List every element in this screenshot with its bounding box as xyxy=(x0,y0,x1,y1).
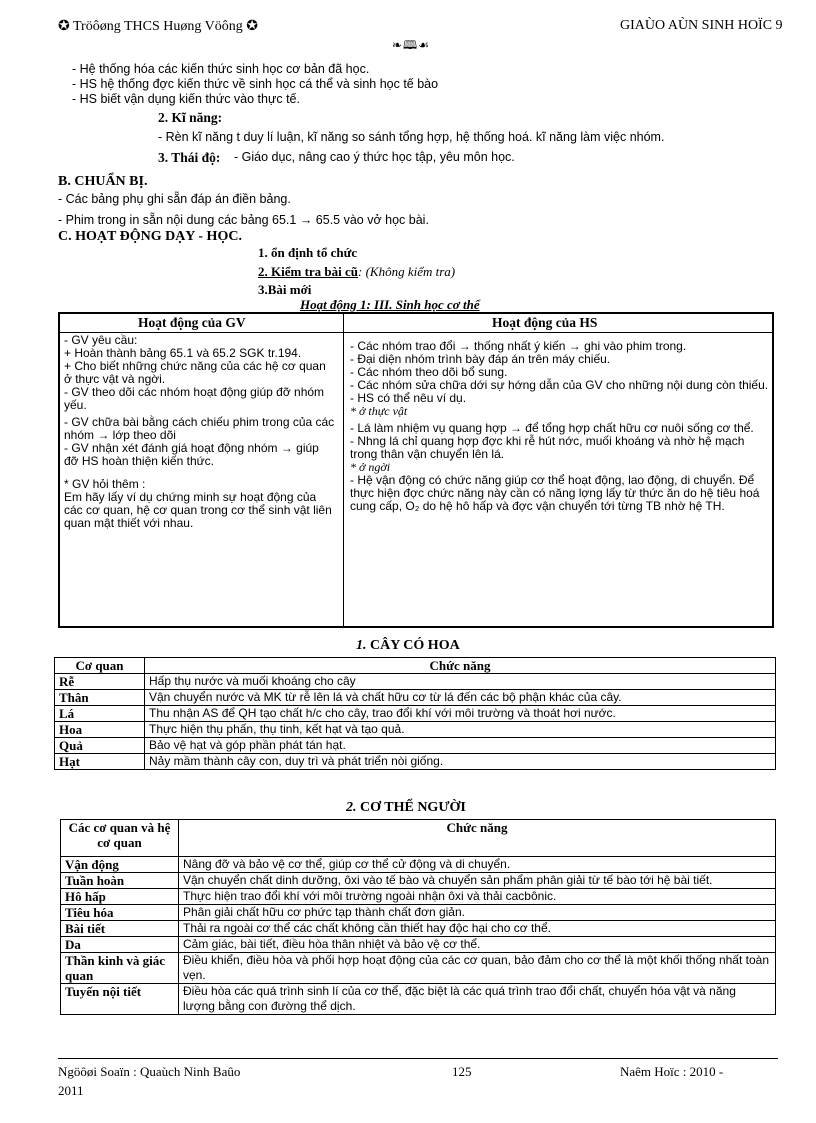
activity-table-divider xyxy=(343,314,344,626)
organ-cell: Rễ xyxy=(55,674,145,690)
organ-cell: Lá xyxy=(55,706,145,722)
function-cell: Thu nhận AS để QH tạo chất h/c cho cây, trao đổi khí với môi trường và thoát hơi nước. xyxy=(145,706,776,722)
human-table-name: CƠ THỂ NGƯỜI xyxy=(356,800,466,815)
footer-author: Ngöôøi Soaïn : Quaùch Ninh Baûo xyxy=(58,1064,241,1079)
human-table xyxy=(60,819,776,1015)
hs-line: - Các nhóm trao đổi → thống nhất ý kiến → ghi vào phim trong. xyxy=(350,339,687,353)
human-table-num: 2. xyxy=(346,800,357,815)
prepare-item: - Các bảng phụ ghi sẵn đáp án điền bảng. xyxy=(58,192,291,206)
organ-cell: Hô hấp xyxy=(61,889,179,905)
table-row xyxy=(55,674,776,690)
organ-cell: Bài tiết xyxy=(61,921,179,937)
table-row xyxy=(61,953,776,984)
step-1: 1. ổn định tổ chức xyxy=(258,245,358,260)
header-subject: GIAÙO AÙN SINH HOÏC 9 xyxy=(620,18,783,33)
organ-cell: Tuyến nội tiết xyxy=(61,984,179,1015)
knowledge-item: - HS biết vận dụng kiến thức vào thực tế. xyxy=(72,92,300,106)
table-row xyxy=(61,889,776,905)
attitude-title: 3. Thái độ: xyxy=(158,150,221,165)
organ-cell: Hạt xyxy=(55,754,145,770)
hs-line: * ở ngời xyxy=(350,460,391,474)
hs-line: - Đại diện nhóm trình bày đáp án trên máy chiếu. xyxy=(350,352,611,366)
function-cell: Phân giải chất hữu cơ phức tạp thành chất đơn giản. xyxy=(179,905,776,921)
gv-line: + Hoàn thành bảng 65.1 và 65.2 SGK tr.194. xyxy=(64,346,302,360)
plant-table-title xyxy=(356,638,460,654)
col-function: Chức năng xyxy=(179,820,776,857)
function-cell: Thực hiện thụ phấn, thụ tinh, kết hạt và tạo quả. xyxy=(145,722,776,738)
footer-page-number: 125 xyxy=(452,1064,472,1079)
function-cell: Nảy mầm thành cây con, duy trì và phát triển nòi giống. xyxy=(145,754,776,770)
hs-line: - Hệ vận động có chức năng giúp cơ thể hoạt động, lao động, di chuyển. Để thực hiện đợc chức năng này cần có năng lợng lấy từ thức ăn do hệ tiêu hoá cung cấp, O₂ do hệ hô hấp và đợc vận chuyển tới từng TB nhờ hệ TH. xyxy=(350,473,760,513)
organ-cell: Tiêu hóa xyxy=(61,905,179,921)
organ-cell: Thân xyxy=(55,690,145,706)
table-row xyxy=(55,690,776,706)
step-2-note: : (Không kiểm tra) xyxy=(358,264,456,279)
table-row xyxy=(55,722,776,738)
hs-line: - HS có thể nêu ví dụ. xyxy=(350,391,467,405)
organ-cell: Tuần hoàn xyxy=(61,873,179,889)
header-hs: Hoạt động của HS xyxy=(492,315,598,330)
function-cell: Điều hòa các quá trình sinh lí của cơ thể, đặc biệt là các quá trình trao đổi chất, chuyển hóa vật và năng lượng bằng con đường thể dịch. xyxy=(179,984,776,1015)
attitude-text: - Giáo dục, nâng cao ý thức học tập, yêu môn học. xyxy=(234,150,515,164)
table-row xyxy=(55,706,776,722)
plant-table-name: CÂY CÓ HOA xyxy=(366,638,460,653)
table-row xyxy=(61,984,776,1015)
step-3: 3.Bài mới xyxy=(258,282,312,297)
hs-line: - Các nhóm sửa chữa dới sự hớng dẫn của GV cho những nội dung còn thiếu. xyxy=(350,378,769,392)
organ-cell: Hoa xyxy=(55,722,145,738)
function-cell: Thải ra ngoài cơ thể các chất không cần thiết hay độc hại cho cơ thể. xyxy=(179,921,776,937)
gv-line: + Cho biết những chức năng của các hệ cơ quan ở thực vật và ngời. xyxy=(64,359,326,386)
gv-line: - GV theo dõi các nhóm hoạt động giúp đỡ nhóm yếu. xyxy=(64,385,325,412)
hs-line: - Lá làm nhiệm vụ quang hợp → để tổng hợp chất hữu cơ nuôi sống cơ thể. xyxy=(350,421,754,435)
organ-cell: Quả xyxy=(55,738,145,754)
plant-table-header xyxy=(55,658,776,674)
function-cell: Điều khiển, điều hòa và phối hợp hoạt động của các cơ quan, bảo đảm cho cơ thể là một khối thống nhất toàn vẹn. xyxy=(179,953,776,984)
table-row xyxy=(55,738,776,754)
footer-rule xyxy=(58,1058,778,1059)
footer-year: Naêm Hoïc : 2010 - xyxy=(620,1064,724,1079)
step-2-label: 2. Kiểm tra bài cũ xyxy=(258,264,359,279)
gv-line: Em hãy lấy ví dụ chứng minh sự hoạt động của các cơ quan, hệ cơ quan trong cơ thể sinh vật liên quan mật thiết với nhau. xyxy=(64,490,332,530)
step-2 xyxy=(258,264,455,279)
function-cell: Bảo vệ hạt và góp phần phát tán hạt. xyxy=(145,738,776,754)
header-gv: Hoạt động của GV xyxy=(138,315,246,330)
table-row xyxy=(61,905,776,921)
skills-text: - Rèn kĩ năng t duy lí luận, kĩ năng so sánh tổng hợp, hệ thống hoá. kĩ năng làm việc nhóm. xyxy=(158,130,665,144)
knowledge-item: - HS hệ thống đợc kiến thức về sinh học cá thể và sinh học tế bào xyxy=(72,77,439,91)
gv-line: - GV yêu cầu: xyxy=(64,333,138,347)
plant-table-num: 1. xyxy=(356,638,367,653)
knowledge-item: - Hệ thống hóa các kiến thức sinh học cơ bản đã học. xyxy=(72,62,370,76)
gv-line: - GV nhận xét đánh giá hoạt động nhóm → giúp đỡ HS hoàn thiện kiến thức. xyxy=(64,441,319,468)
human-table-title xyxy=(346,800,466,816)
gv-line: * GV hỏi thêm : xyxy=(64,477,146,491)
table-row xyxy=(55,754,776,770)
hs-column xyxy=(350,340,770,513)
skills-title: 2. Kĩ năng: xyxy=(158,110,223,125)
function-cell: Vận chuyển nước và MK từ rễ lên lá và chất hữu cơ từ lá đến các bộ phận khác của cây. xyxy=(145,690,776,706)
table-row xyxy=(61,857,776,873)
human-table-header xyxy=(61,820,776,857)
table-row xyxy=(61,921,776,937)
gv-line: - GV chữa bài bằng cách chiếu phim trong của các nhóm → lớp theo dõi xyxy=(64,415,335,442)
col-organ-system: Các cơ quan và hệ cơ quan xyxy=(61,820,179,857)
function-cell: Nâng đỡ và bảo vệ cơ thể, giúp cơ thể cử động và di chuyển. xyxy=(179,857,776,873)
prepare-item: - Phim trong in sẵn nội dung các bảng 65.1 → 65.5 vào vở học bài. xyxy=(58,213,429,227)
function-cell: Vận chuyển chất dinh dưỡng, ôxi vào tế bào và chuyển sản phẩm phân giải từ tế bào tới hệ bài tiết. xyxy=(179,873,776,889)
col-function: Chức năng xyxy=(145,658,776,674)
prepare-title: B. CHUẨN BỊ. xyxy=(58,174,148,189)
function-cell: Cảm giác, bài tiết, điều hòa thân nhiệt và bảo vệ cơ thể. xyxy=(179,937,776,953)
table-row xyxy=(61,873,776,889)
activity-heading: Hoạt động 1: III. Sinh học cơ thể xyxy=(300,297,480,312)
activity-table xyxy=(58,312,774,628)
footer-year-end: 2011 xyxy=(58,1083,84,1098)
col-organ: Cơ quan xyxy=(55,658,145,674)
organ-cell: Thần kinh và giác quan xyxy=(61,953,179,984)
organ-cell: Da xyxy=(61,937,179,953)
hs-line: - Các nhóm theo dõi bổ sung. xyxy=(350,365,508,379)
header-school: ✪ Tröôøng THCS Huøng Vöông ✪ xyxy=(58,19,258,34)
header-ornament: ❧🕮☙ xyxy=(392,38,430,52)
function-cell: Thực hiện trao đổi khí với môi trường ngoài nhận ôxi và thải cacbônic. xyxy=(179,889,776,905)
organ-cell: Vận động xyxy=(61,857,179,873)
activities-title: C. HOẠT ĐỘNG DẠY - HỌC. xyxy=(58,229,242,244)
hs-line: - Nhng lá chỉ quang hợp đợc khi rễ hút nớc, muối khoáng và nhờ hệ mạch trong thân vận chuyển lên lá. xyxy=(350,434,745,461)
table-row xyxy=(61,937,776,953)
function-cell: Hấp thụ nước và muối khoáng cho cây xyxy=(145,674,776,690)
plant-table xyxy=(54,657,776,770)
hs-line: * ở thực vật xyxy=(350,404,408,418)
gv-column xyxy=(64,334,336,530)
